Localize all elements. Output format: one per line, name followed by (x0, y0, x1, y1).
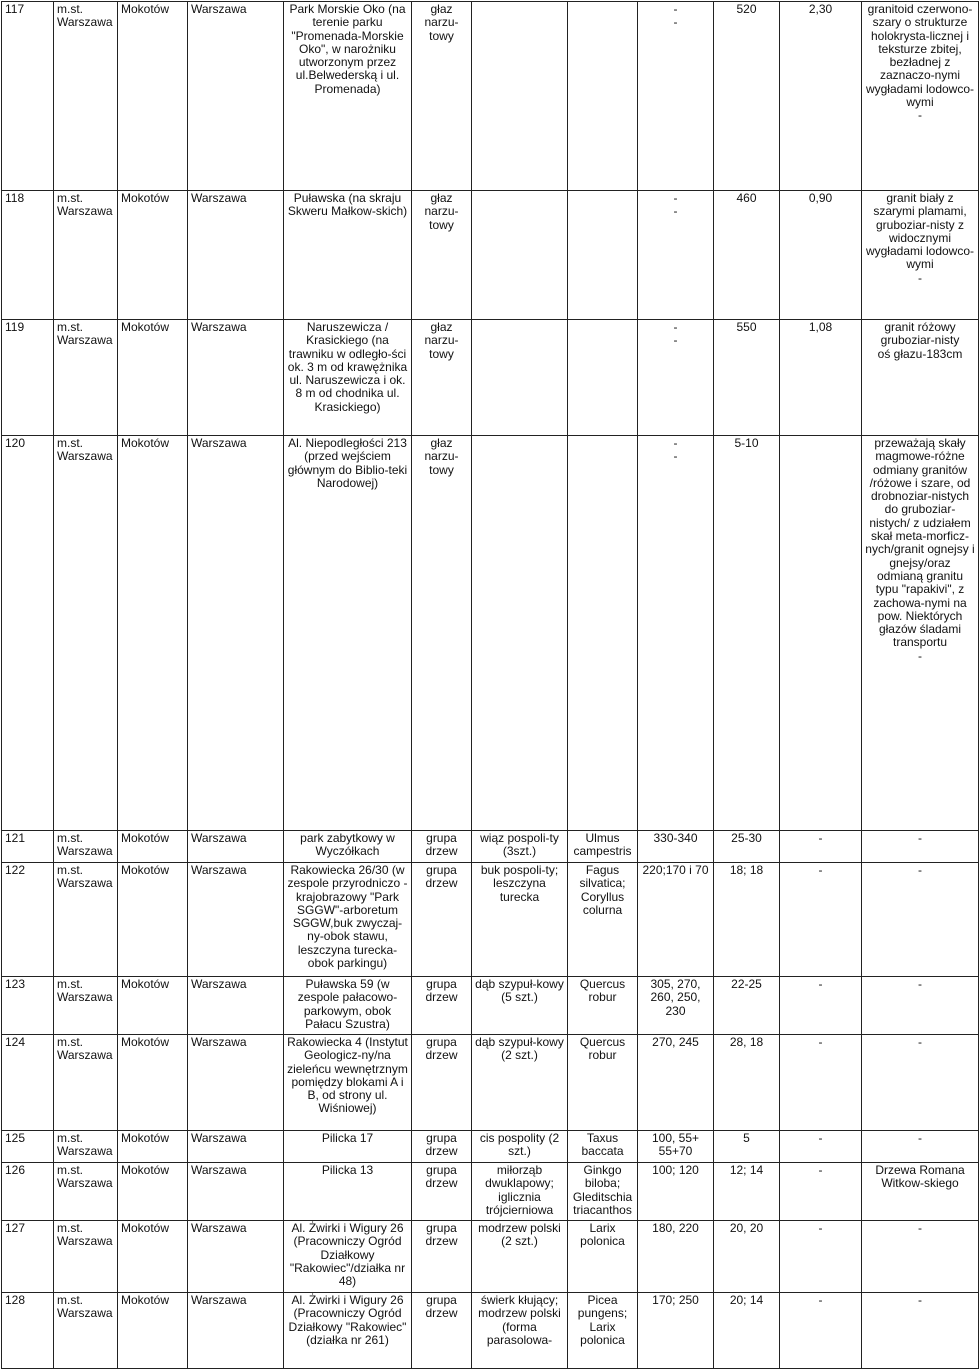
row-number: 120 (2, 436, 54, 831)
type-cell: grupa drzew (412, 1035, 472, 1131)
species-pl-cell: dąb szypuł-kowy (5 szt.) (472, 977, 568, 1035)
circumference-cell-obwod: - (673, 436, 678, 450)
extra2-cell-wymiar2: - (918, 1035, 922, 1049)
gmina-cell: m.st. Warszawa (54, 977, 118, 1035)
dzielnica-cell: Mokotów (118, 436, 188, 831)
row-number: 127 (2, 1221, 54, 1293)
size1-cell: 5-10 (714, 436, 780, 831)
circumference-cell-wysokosc: - (673, 204, 678, 219)
size2-cell: 2,30 (780, 2, 862, 191)
species-pl-cell (472, 191, 568, 320)
table-row (2, 1035, 979, 1131)
type-cell: grupa drzew (412, 831, 472, 863)
miasto-cell: Warszawa (188, 436, 284, 831)
species-pl-cell: dąb szypuł-kowy (2 szt.) (472, 1035, 568, 1131)
dzielnica-cell: Mokotów (118, 2, 188, 191)
circumference-cell-obwod: - (673, 320, 678, 334)
dzielnica-cell: Mokotów (118, 1221, 188, 1293)
description-cell (862, 320, 979, 436)
type-cell: głaz narzu-towy (412, 191, 472, 320)
table-row (2, 2, 979, 191)
type-cell: grupa drzew (412, 1221, 472, 1293)
species-pl-cell: wiąz pospoli-ty (3szt.) (472, 831, 568, 863)
row-number: 122 (2, 863, 54, 977)
type-cell: grupa drzew (412, 1163, 472, 1221)
type-cell: głaz narzu-towy (412, 436, 472, 831)
circumference-cell (638, 2, 714, 191)
location-cell: Puławska 59 (w zespole pałacowo-parkowym, obok Pałacu Szustra) (284, 977, 412, 1035)
extra1-cell: - (780, 1293, 862, 1369)
miasto-cell: Warszawa (188, 831, 284, 863)
circumference-cell: 270, 245 (638, 1035, 714, 1131)
dzielnica-cell: Mokotów (118, 977, 188, 1035)
row-number: 118 (2, 191, 54, 320)
gmina-cell: m.st. Warszawa (54, 1221, 118, 1293)
species-lat-cell: Quercus robur (568, 1035, 638, 1131)
extra1-cell: - (780, 863, 862, 977)
height-cell: 25-30 (714, 831, 780, 863)
row-number: 117 (2, 2, 54, 191)
species-pl-cell: modrzew polski (2 szt.) (472, 1221, 568, 1293)
location-cell: Puławska (na skraju Skweru Małkow-skich) (284, 191, 412, 320)
miasto-cell: Warszawa (188, 1221, 284, 1293)
extra2-cell (862, 1293, 979, 1369)
type-cell: grupa drzew (412, 1131, 472, 1163)
extra1-cell: - (780, 1221, 862, 1293)
species-lat-cell (568, 320, 638, 436)
row-number: 123 (2, 977, 54, 1035)
miasto-cell: Warszawa (188, 977, 284, 1035)
type-cell: grupa drzew (412, 863, 472, 977)
dzielnica-cell: Mokotów (118, 863, 188, 977)
circumference-cell-wysokosc: - (673, 333, 678, 348)
circumference-cell-obwod: - (673, 191, 678, 205)
miasto-cell: Warszawa (188, 1163, 284, 1221)
row-number: 126 (2, 1163, 54, 1221)
gmina-cell: m.st. Warszawa (54, 436, 118, 831)
circumference-cell-obwod: - (673, 2, 678, 16)
location-cell: Rakowiecka 26/30 (w zespole przyrodniczo - krajobrazowy "Park SGGW"-arboretum SGGW,buk zwyczaj-ny-obok stawu, leszczyna turecka-obok parkingu) (284, 863, 412, 977)
row-number: 128 (2, 1293, 54, 1369)
extra1-cell: - (780, 831, 862, 863)
species-pl-cell: buk pospoli-ty; leszczyna turecka (472, 863, 568, 977)
size1-cell: 520 (714, 2, 780, 191)
table-row (2, 1221, 979, 1293)
species-lat-cell (568, 191, 638, 320)
table-row (2, 863, 979, 977)
species-lat-cell: Taxus baccata (568, 1131, 638, 1163)
dzielnica-cell: Mokotów (118, 320, 188, 436)
circumference-cell: 330-340 (638, 831, 714, 863)
miasto-cell: Warszawa (188, 1293, 284, 1369)
table-row (2, 436, 979, 831)
table-row (2, 1131, 979, 1163)
circumference-cell (638, 191, 714, 320)
height-cell: 20, 20 (714, 1221, 780, 1293)
table-row (2, 831, 979, 863)
type-cell: głaz narzu-towy (412, 320, 472, 436)
species-pl-cell: cis pospolity (2 szt.) (472, 1131, 568, 1163)
species-pl-cell (472, 320, 568, 436)
gmina-cell: m.st. Warszawa (54, 863, 118, 977)
size2-cell (780, 436, 862, 831)
gmina-cell: m.st. Warszawa (54, 2, 118, 191)
height-cell: 22-25 (714, 977, 780, 1035)
extra2-cell-wymiar2: - (918, 1221, 922, 1235)
species-lat-cell (568, 2, 638, 191)
dzielnica-cell: Mokotów (118, 1293, 188, 1369)
circumference-cell (638, 320, 714, 436)
miasto-cell: Warszawa (188, 1131, 284, 1163)
species-pl-cell (472, 436, 568, 831)
circumference-cell-wysokosc: - (673, 15, 678, 30)
circumference-cell: 220;170 i 70 (638, 863, 714, 977)
description-cell (862, 436, 979, 831)
species-lat-cell: Larix polonica (568, 1221, 638, 1293)
height-cell: 28, 18 (714, 1035, 780, 1131)
dzielnica-cell: Mokotów (118, 191, 188, 320)
extra1-cell: - (780, 1131, 862, 1163)
location-cell: Al. Żwirki i Wigury 26 (Pracowniczy Ogród Działkowy "Rakowiec"/działka nr 48) (284, 1221, 412, 1293)
extra2-cell (862, 1221, 979, 1293)
row-number: 121 (2, 831, 54, 863)
extra2-cell-wymiar2: - (918, 831, 922, 845)
description-cell-opis: granit różowy gruboziar-nisty (880, 320, 960, 348)
miasto-cell: Warszawa (188, 320, 284, 436)
extra2-cell (862, 1163, 979, 1221)
extra2-cell (862, 1035, 979, 1131)
species-pl-cell: miłorząb dwuklapowy; iglicznia trójcierniowa (472, 1163, 568, 1221)
circumference-cell: 100, 55+ 55+70 (638, 1131, 714, 1163)
description-cell-opis: przeważają skały magmowe-różne odmiany granitów /różowe i szare, od drobnoziar-nistych do gruboziar-nistych/ z udziałem skał meta-morficz-nych/granit ognejsy i gnejsy/oraz odmianą granitu typu "rapakivi", z zachowa-nymi na pow. Niektórych głazów śladami transportu (865, 436, 975, 650)
extra2-cell-wymiar2: - (918, 1131, 922, 1145)
row-number: 125 (2, 1131, 54, 1163)
species-lat-cell: Ulmus campestris (568, 831, 638, 863)
extra2-cell (862, 977, 979, 1035)
gmina-cell: m.st. Warszawa (54, 1293, 118, 1369)
gmina-cell: m.st. Warszawa (54, 1131, 118, 1163)
dzielnica-cell: Mokotów (118, 1163, 188, 1221)
row-number: 124 (2, 1035, 54, 1131)
species-lat-cell (568, 436, 638, 831)
extra1-cell: - (780, 977, 862, 1035)
table-row (2, 1293, 979, 1369)
location-cell: Al. Niepodległości 213 (przed wejściem głównym do Biblio-teki Narodowej) (284, 436, 412, 831)
type-cell: grupa drzew (412, 977, 472, 1035)
extra2-cell-wymiar2: - (918, 1293, 922, 1307)
species-lat-cell: Picea pungens; Larix polonica (568, 1293, 638, 1369)
circumference-cell-wysokosc: - (673, 449, 678, 464)
extra2-cell (862, 831, 979, 863)
dzielnica-cell: Mokotów (118, 1131, 188, 1163)
table-row (2, 1163, 979, 1221)
circumference-cell: 100; 120 (638, 1163, 714, 1221)
gmina-cell: m.st. Warszawa (54, 1035, 118, 1131)
location-cell: Park Morskie Oko (na terenie parku "Promenada-Morskie Oko", w narożniku utworzonym przez ul.Belwederską i ul. Promenada) (284, 2, 412, 191)
species-lat-cell: Fagus silvatica; Coryllus colurna (568, 863, 638, 977)
description-cell-uwagi: - (918, 270, 922, 285)
size2-cell: 1,08 (780, 320, 862, 436)
circumference-cell (638, 436, 714, 831)
location-cell: Pilicka 17 (284, 1131, 412, 1163)
location-cell: park zabytkowy w Wyczółkach (284, 831, 412, 863)
miasto-cell: Warszawa (188, 191, 284, 320)
circumference-cell: 180, 220 (638, 1221, 714, 1293)
description-cell-uwagi: - (918, 648, 922, 663)
extra2-cell (862, 863, 979, 977)
description-cell-uwagi: oś głazu-183cm (877, 346, 963, 361)
size1-cell: 460 (714, 191, 780, 320)
species-lat-cell: Ginkgo biloba; Gleditschia triacanthos (568, 1163, 638, 1221)
table-row (2, 320, 979, 436)
description-cell (862, 191, 979, 320)
location-cell: Pilicka 13 (284, 1163, 412, 1221)
extra1-cell: - (780, 1163, 862, 1221)
monuments-table (1, 1, 979, 1369)
location-cell: Rakowiecka 4 (Instytut Geologicz-ny/na zieleńcu wewnętrznym pomiędzy blokami A i B, od strony ul. Wiśniowej) (284, 1035, 412, 1131)
height-cell: 12; 14 (714, 1163, 780, 1221)
dzielnica-cell: Mokotów (118, 831, 188, 863)
height-cell: 20; 14 (714, 1293, 780, 1369)
species-pl-cell: świerk kłujący; modrzew polski (forma parasolowa- (472, 1293, 568, 1369)
description-cell (862, 2, 979, 191)
miasto-cell: Warszawa (188, 2, 284, 191)
table-row (2, 977, 979, 1035)
gmina-cell: m.st. Warszawa (54, 191, 118, 320)
description-cell-opis: granit biały z szarymi plamami, gruboziar-nisty z widocznymi wygładami lodowco-wymi (865, 191, 975, 272)
circumference-cell: 305, 270, 260, 250, 230 (638, 977, 714, 1035)
row-number: 119 (2, 320, 54, 436)
gmina-cell: m.st. Warszawa (54, 831, 118, 863)
circumference-cell: 170; 250 (638, 1293, 714, 1369)
table-row (2, 191, 979, 320)
extra2-cell-wymiar2: Drzewa Romana Witkow-skiego (875, 1163, 965, 1191)
location-cell: Naruszewicza / Krasickiego (na trawniku w odległo-ści ok. 3 m od krawężnika ul. Naruszewicza i ok. 8 m od chodnika ul. Krasickiego) (284, 320, 412, 436)
location-cell: Al. Żwirki i Wigury 26 (Pracowniczy Ogród Działkowy "Rakowiec" (działka nr 261) (284, 1293, 412, 1369)
gmina-cell: m.st. Warszawa (54, 1163, 118, 1221)
extra2-cell-wymiar2: - (918, 977, 922, 991)
height-cell: 18; 18 (714, 863, 780, 977)
extra2-cell (862, 1131, 979, 1163)
miasto-cell: Warszawa (188, 1035, 284, 1131)
dzielnica-cell: Mokotów (118, 1035, 188, 1131)
type-cell: głaz narzu-towy (412, 2, 472, 191)
size1-cell: 550 (714, 320, 780, 436)
description-cell-uwagi: - (918, 108, 922, 123)
description-cell-opis: granitoid czerwono-szary o strukturze holokrysta-licznej i teksturze zbitej, bezładnej z zaznaczo-nymi wygładami lodowco-wymi (865, 2, 975, 110)
miasto-cell: Warszawa (188, 863, 284, 977)
species-pl-cell (472, 2, 568, 191)
species-lat-cell: Quercus robur (568, 977, 638, 1035)
extra1-cell: - (780, 1035, 862, 1131)
type-cell: grupa drzew (412, 1293, 472, 1369)
size2-cell: 0,90 (780, 191, 862, 320)
height-cell: 5 (714, 1131, 780, 1163)
table-body (2, 2, 979, 1369)
gmina-cell: m.st. Warszawa (54, 320, 118, 436)
extra2-cell-wymiar2: - (918, 863, 922, 877)
